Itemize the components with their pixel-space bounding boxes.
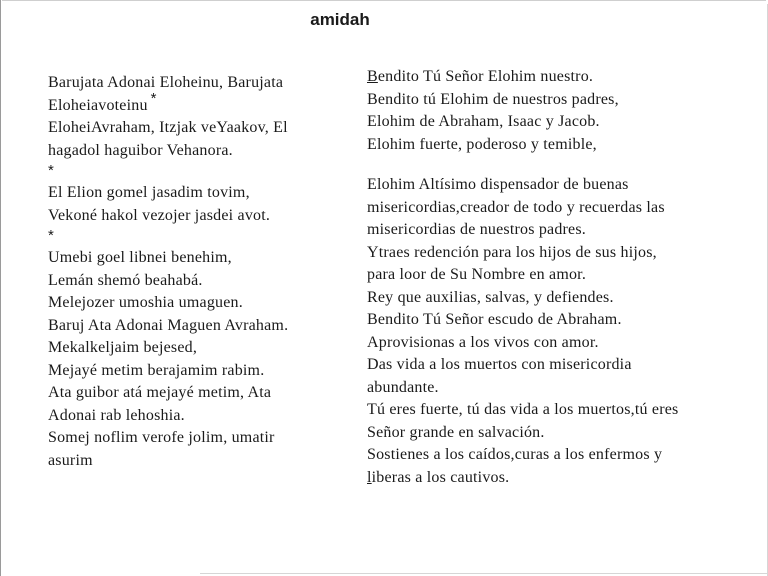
text-line: Eloheiavoteinu [48,96,148,114]
text-line: Baruj Ata Adonai Maguen Avraham. [48,316,289,334]
slide-border-bottom [200,573,768,574]
text-line: Lemán shemó beahabá. [48,271,203,289]
text-line: para loor de Su Nombre en amor. [367,266,587,283]
text-line: Rey que auxilias, salvas, y defiendes. [367,288,614,306]
text-line: Melejozer umoshia umaguen. [48,294,243,311]
text-line: Elohim de Abraham, Isaac y Jacob. [367,113,600,130]
text-line: Sostienes a los caídos,curas a los enfermos y [367,446,663,463]
text-line: misericordias,creador de todo y recuerdas las [367,198,665,216]
text-line [367,467,757,490]
text-line: misericordias de nuestros padres. [367,221,586,238]
slide-border-top [2,0,766,1]
asterisk-marker: * [150,89,157,107]
text-line: iberas a los cautivos. [371,468,510,486]
text-line: asurim [48,451,93,469]
text-line: El Elion gomel jasadim tovim, [48,184,250,201]
text-line: Vekoné hakol vezojer jasdei avot. [48,206,271,224]
text-line: abundante. [367,378,439,396]
spanish-translation-column [367,66,757,489]
text-line: Ytraes redención para los hijos de sus hijos, [367,243,657,261]
page-title: amidah [310,10,370,29]
text-line: Señor grande en salvación. [367,423,545,441]
spacer [367,156,757,170]
text-line: Bendito Tú Señor escudo de Abraham. [367,311,622,328]
text-line [367,66,757,89]
text-line: Elohim fuerte, poderoso y temible, [367,135,597,153]
text-line: Elohim Altísimo dispensador de buenas [367,176,629,193]
text-line: Barujata Adonai Eloheinu, Barujata [48,74,284,91]
text-line: hagadol haguibor Vehanora. [48,141,233,159]
text-line: Bendito tú Elohim de nuestros padres, [367,90,619,108]
hebrew-transliteration-column [48,72,348,472]
text-line: Adonai rab lehoshia. [48,406,185,424]
text-line: Das vida a los muertos con misericordia [367,356,632,373]
text-line: Mejayé metim berajamim rabim. [48,361,265,379]
text-line: EloheiAvraham, Itzjak veYaakov, El [48,119,288,136]
text-line: endito Tú Señor Elohim nuestro. [377,68,594,85]
underlined-initial: l [367,468,372,486]
text-line [48,89,348,118]
text-line: Umebi goel libnei benehim, [48,249,232,266]
text-line: Mekalkeljaim bejesed, [48,339,198,356]
asterisk-marker: * [48,227,55,244]
text-line: Ata guibor atá mejayé metim, Ata [48,384,272,401]
text-line: Tú eres fuerte, tú das vida a los muertos,tú eres [367,401,679,418]
text-line: Aprovisionas a los vivos con amor. [367,333,599,351]
slide-border-left [0,0,1,576]
text-line: Somej noflim verofe jolim, umatir [48,429,275,446]
underlined-initial: B [367,68,378,85]
asterisk-marker: * [48,162,55,179]
